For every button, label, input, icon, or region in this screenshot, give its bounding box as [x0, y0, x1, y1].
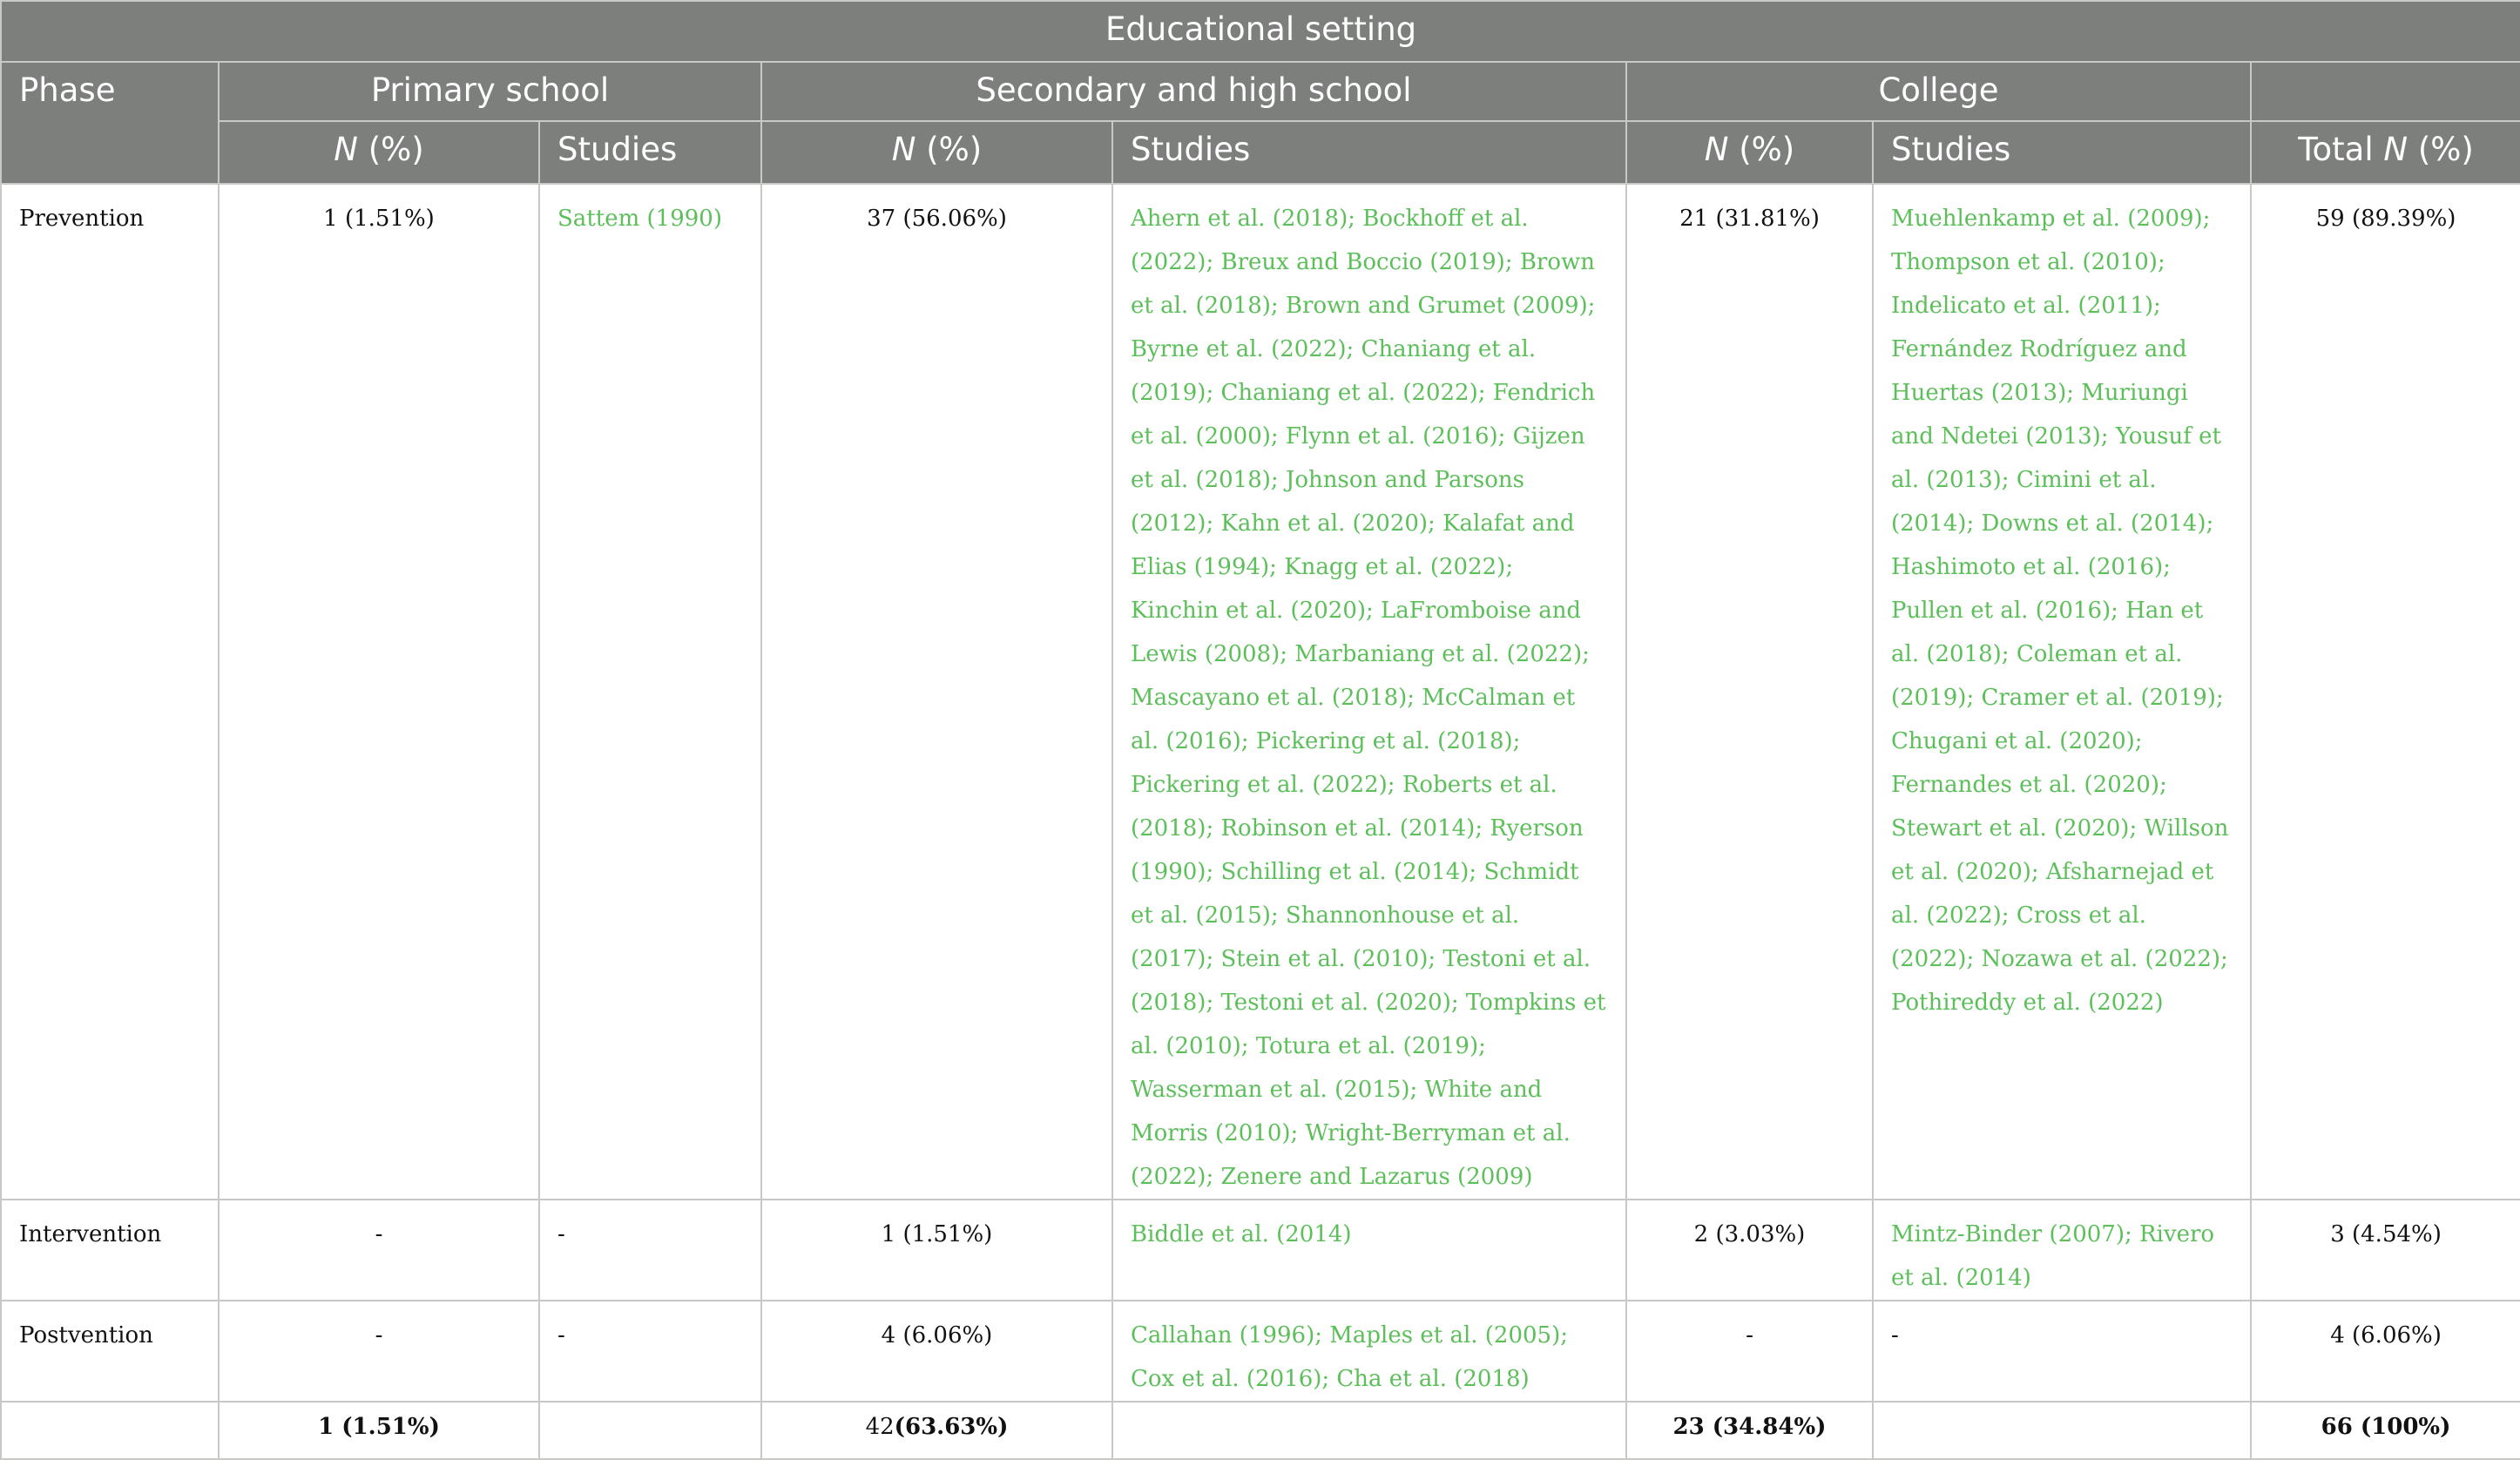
phase-header: Phase: [1, 62, 219, 184]
secondary-n-cell: 4 (6.06%): [761, 1301, 1112, 1402]
primary-school-header: Primary school: [219, 62, 761, 121]
primary-studies-cell: -: [539, 1301, 761, 1402]
grand-total-cell: 66 (100%): [2251, 1402, 2520, 1459]
college-n-cell: 2 (3.03%): [1626, 1200, 1873, 1301]
total-cell: 4 (6.06%): [2251, 1301, 2520, 1402]
table-row: [1, 184, 2520, 1200]
primary-studies-cell: -: [539, 1200, 761, 1301]
phase-cell: Prevention: [1, 184, 219, 1200]
college-n-cell: -: [1626, 1301, 1873, 1402]
table-row: [1, 1200, 2520, 1301]
primary-n-header: N (%): [219, 121, 539, 184]
college-total-cell: 23 (34.84%): [1626, 1402, 1873, 1459]
primary-studies-header: Studies: [539, 121, 761, 184]
college-studies-cell[interactable]: Mintz-Binder (2007); Rivero et al. (2014): [1873, 1200, 2251, 1301]
college-n-header: N (%): [1626, 121, 1873, 184]
group-header: [1, 1, 2520, 62]
primary-n-cell: 1 (1.51%): [219, 184, 539, 1200]
secondary-studies-cell: [1112, 1402, 1626, 1459]
phase-cell: Intervention: [1, 1200, 219, 1301]
total-n-header: Total N (%): [2251, 121, 2520, 184]
secondary-total-cell: 42(63.63%): [761, 1402, 1112, 1459]
group-title: Educational setting: [1105, 10, 1417, 48]
secondary-studies-cell[interactable]: Biddle et al. (2014): [1112, 1200, 1626, 1301]
primary-studies-cell: [539, 1402, 761, 1459]
primary-total-cell: 1 (1.51%): [219, 1402, 539, 1459]
college-studies-cell: -: [1873, 1301, 2251, 1402]
college-header: College: [1626, 62, 2251, 121]
secondary-n-header: N (%): [761, 121, 1112, 184]
secondary-n-cell: 1 (1.51%): [761, 1200, 1112, 1301]
college-studies-cell: [1873, 1402, 2251, 1459]
phase-cell: [1, 1402, 219, 1459]
college-studies-header: Studies: [1873, 121, 2251, 184]
college-n-cell: 21 (31.81%): [1626, 184, 1873, 1200]
secondary-n-cell: 37 (56.06%): [761, 184, 1112, 1200]
secondary-studies-header: Studies: [1112, 121, 1626, 184]
primary-n-cell: -: [219, 1301, 539, 1402]
primary-studies-cell[interactable]: Sattem (1990): [539, 184, 761, 1200]
primary-n-cell: -: [219, 1200, 539, 1301]
total-cell: 3 (4.54%): [2251, 1200, 2520, 1301]
phase-cell: Postvention: [1, 1301, 219, 1402]
secondary-studies-cell[interactable]: Callahan (1996); Maples et al. (2005); Cox et al. (2016); Cha et al. (2018): [1112, 1301, 1626, 1402]
total-cell: 59 (89.39%): [2251, 184, 2520, 1200]
table-row: [1, 1301, 2520, 1402]
total-group-header: [2251, 62, 2520, 121]
secondary-school-header: Secondary and high school: [761, 62, 1626, 121]
totals-row: [1, 1402, 2520, 1459]
secondary-studies-cell[interactable]: Ahern et al. (2018); Bockhoff et al. (2022); Breux and Boccio (2019); Brown et al. (2018); Brown and Grumet (2009); Byrne et al. (2022); Chaniang et al. (2019); Chaniang et al. (2022); Fendrich et al. (2000); Flynn et al. (2016); Gijzen et al. (2018); Johnson and Parsons (2012); Kahn et al. (2020); Kalafat and Elias (1994); Knagg et al. (2022); Kinchin et al. (2020); LaFromboise and Lewis (2008); Marbaniang et al. (2022); Mascayano et al. (2018); McCalman et al. (2016); Pickering et al. (2018); Pickering et al. (2022); Roberts et al. (2018); Robinson et al. (2014); Ryerson (1990); Schilling et al. (2014); Schmidt et al. (2015); Shannonhouse et al. (2017); Stein et al. (2010); Testoni et al. (2018); Testoni et al. (2020); Tompkins et al. (2010); Totura et al. (2019); Wasserman et al. (2015); White and Morris (2010); Wright-Berryman et al. (2022); Zenere and Lazarus (2009): [1112, 184, 1626, 1200]
college-studies-cell[interactable]: Muehlenkamp et al. (2009); Thompson et al. (2010); Indelicato et al. (2011); Fernández Rodríguez and Huertas (2013); Muriungi and Ndetei (2013); Yousuf et al. (2013); Cimini et al. (2014); Downs et al. (2014); Hashimoto et al. (2016); Pullen et al. (2016); Han et al. (2018); Coleman et al. (2019); Cramer et al. (2019); Chugani et al. (2020); Fernandes et al. (2020); Stewart et al. (2020); Willson et al. (2020); Afsharnejad et al. (2022); Cross et al. (2022); Nozawa et al. (2022); Pothireddy et al. (2022): [1873, 184, 2251, 1200]
